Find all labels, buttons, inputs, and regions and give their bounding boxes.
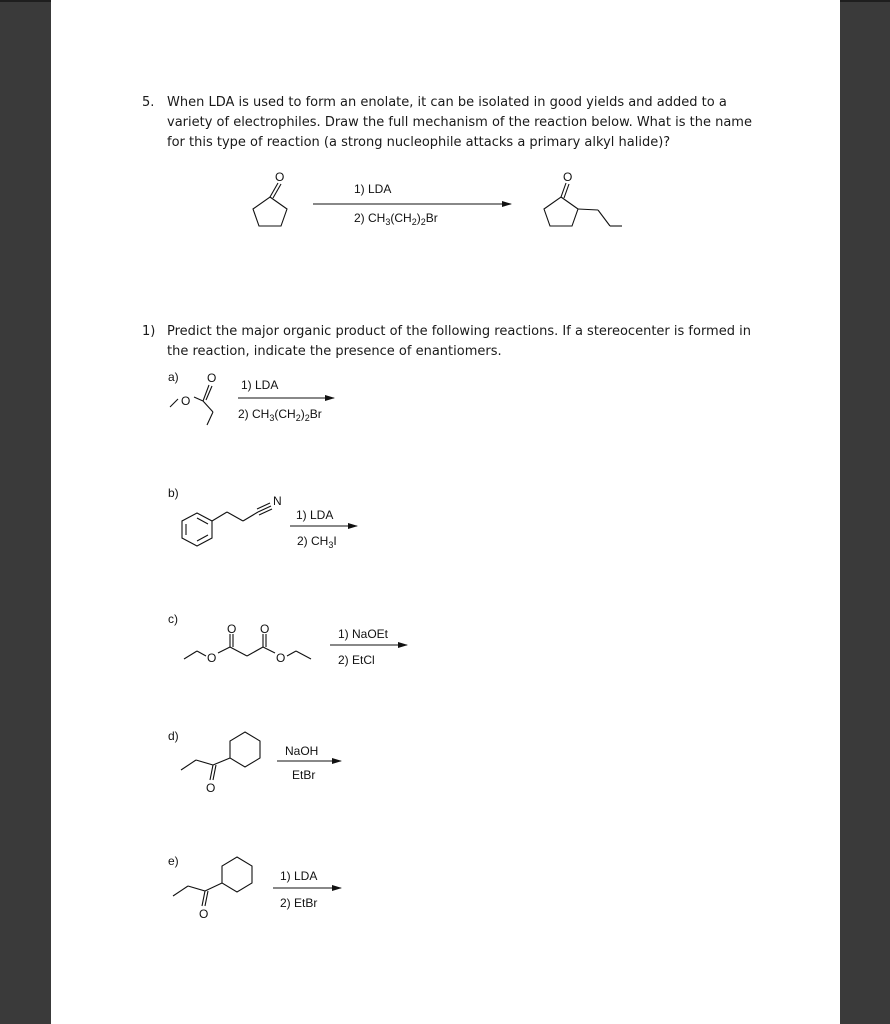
question-line: variety of electrophiles. Draw the full mechanism of the reaction below. What is the name bbox=[167, 115, 752, 130]
atom-label-o: O bbox=[207, 371, 217, 385]
part-b-reagent-2: 2) $CH_3I$ bbox=[297, 534, 337, 550]
part-c-reactant-diethyl-malonate bbox=[184, 634, 311, 659]
part-a-reactant-ester bbox=[170, 385, 213, 425]
part-d-reagent-1: NaOH bbox=[285, 744, 319, 758]
atom-label-o: O bbox=[199, 907, 209, 921]
q5-reagent-1: 1) LDA bbox=[354, 182, 392, 196]
part-e-reagent-2: 2) EtBr bbox=[280, 896, 318, 910]
question-line: When LDA is used to form an enolate, it can be isolated in good yields and added to a bbox=[167, 95, 727, 110]
atom-label-o: O bbox=[563, 170, 573, 184]
atom-label-n: N bbox=[273, 494, 282, 508]
part-c-reagent-2: 2) EtCl bbox=[338, 653, 375, 667]
q5-reactant-cyclopentanone bbox=[253, 183, 287, 226]
question-line: the reaction, indicate the presence of enantiomers. bbox=[167, 344, 502, 359]
part-e-label: e) bbox=[168, 854, 179, 868]
question-number: 1) bbox=[142, 324, 156, 339]
atom-label-o: O bbox=[207, 651, 217, 665]
atom-label-o: O bbox=[206, 781, 216, 795]
part-a-label: a) bbox=[168, 370, 179, 384]
atom-label-o: O bbox=[260, 622, 270, 636]
q5-product-2-propylcyclopentanone bbox=[544, 183, 622, 226]
atom-label-o: O bbox=[276, 651, 286, 665]
part-c-reagent-1: 1) NaOEt bbox=[338, 627, 389, 641]
part-b-reagent-1: 1) LDA bbox=[296, 508, 334, 522]
question-line: Predict the major organic product of the following reactions. If a stereocenter is formed in bbox=[167, 324, 751, 339]
part-a-reagent-2: 2) $CH_3(CH_2)_2Br$ bbox=[238, 407, 322, 423]
question-line: for this type of reaction (a strong nucleophile attacks a primary alkyl halide)? bbox=[167, 135, 671, 150]
part-b-label: b) bbox=[168, 486, 179, 500]
q5-reagent-2: 2) $CH_3(CH_2)_2Br$ bbox=[354, 211, 438, 227]
atom-label-o: O bbox=[181, 394, 191, 408]
atom-label-o: O bbox=[275, 170, 285, 184]
question-number: 5. bbox=[142, 95, 155, 110]
part-d-label: d) bbox=[168, 729, 179, 743]
part-a-reagent-1: 1) LDA bbox=[241, 378, 279, 392]
part-d-reagent-2: EtBr bbox=[292, 768, 316, 782]
part-e-reagent-1: 1) LDA bbox=[280, 869, 318, 883]
part-d-reactant-ketone bbox=[181, 732, 260, 780]
part-b-reactant-nitrile bbox=[182, 503, 272, 546]
part-e-reactant-ketone bbox=[173, 857, 252, 906]
part-c-label: c) bbox=[168, 612, 178, 626]
atom-label-o: O bbox=[227, 622, 237, 636]
